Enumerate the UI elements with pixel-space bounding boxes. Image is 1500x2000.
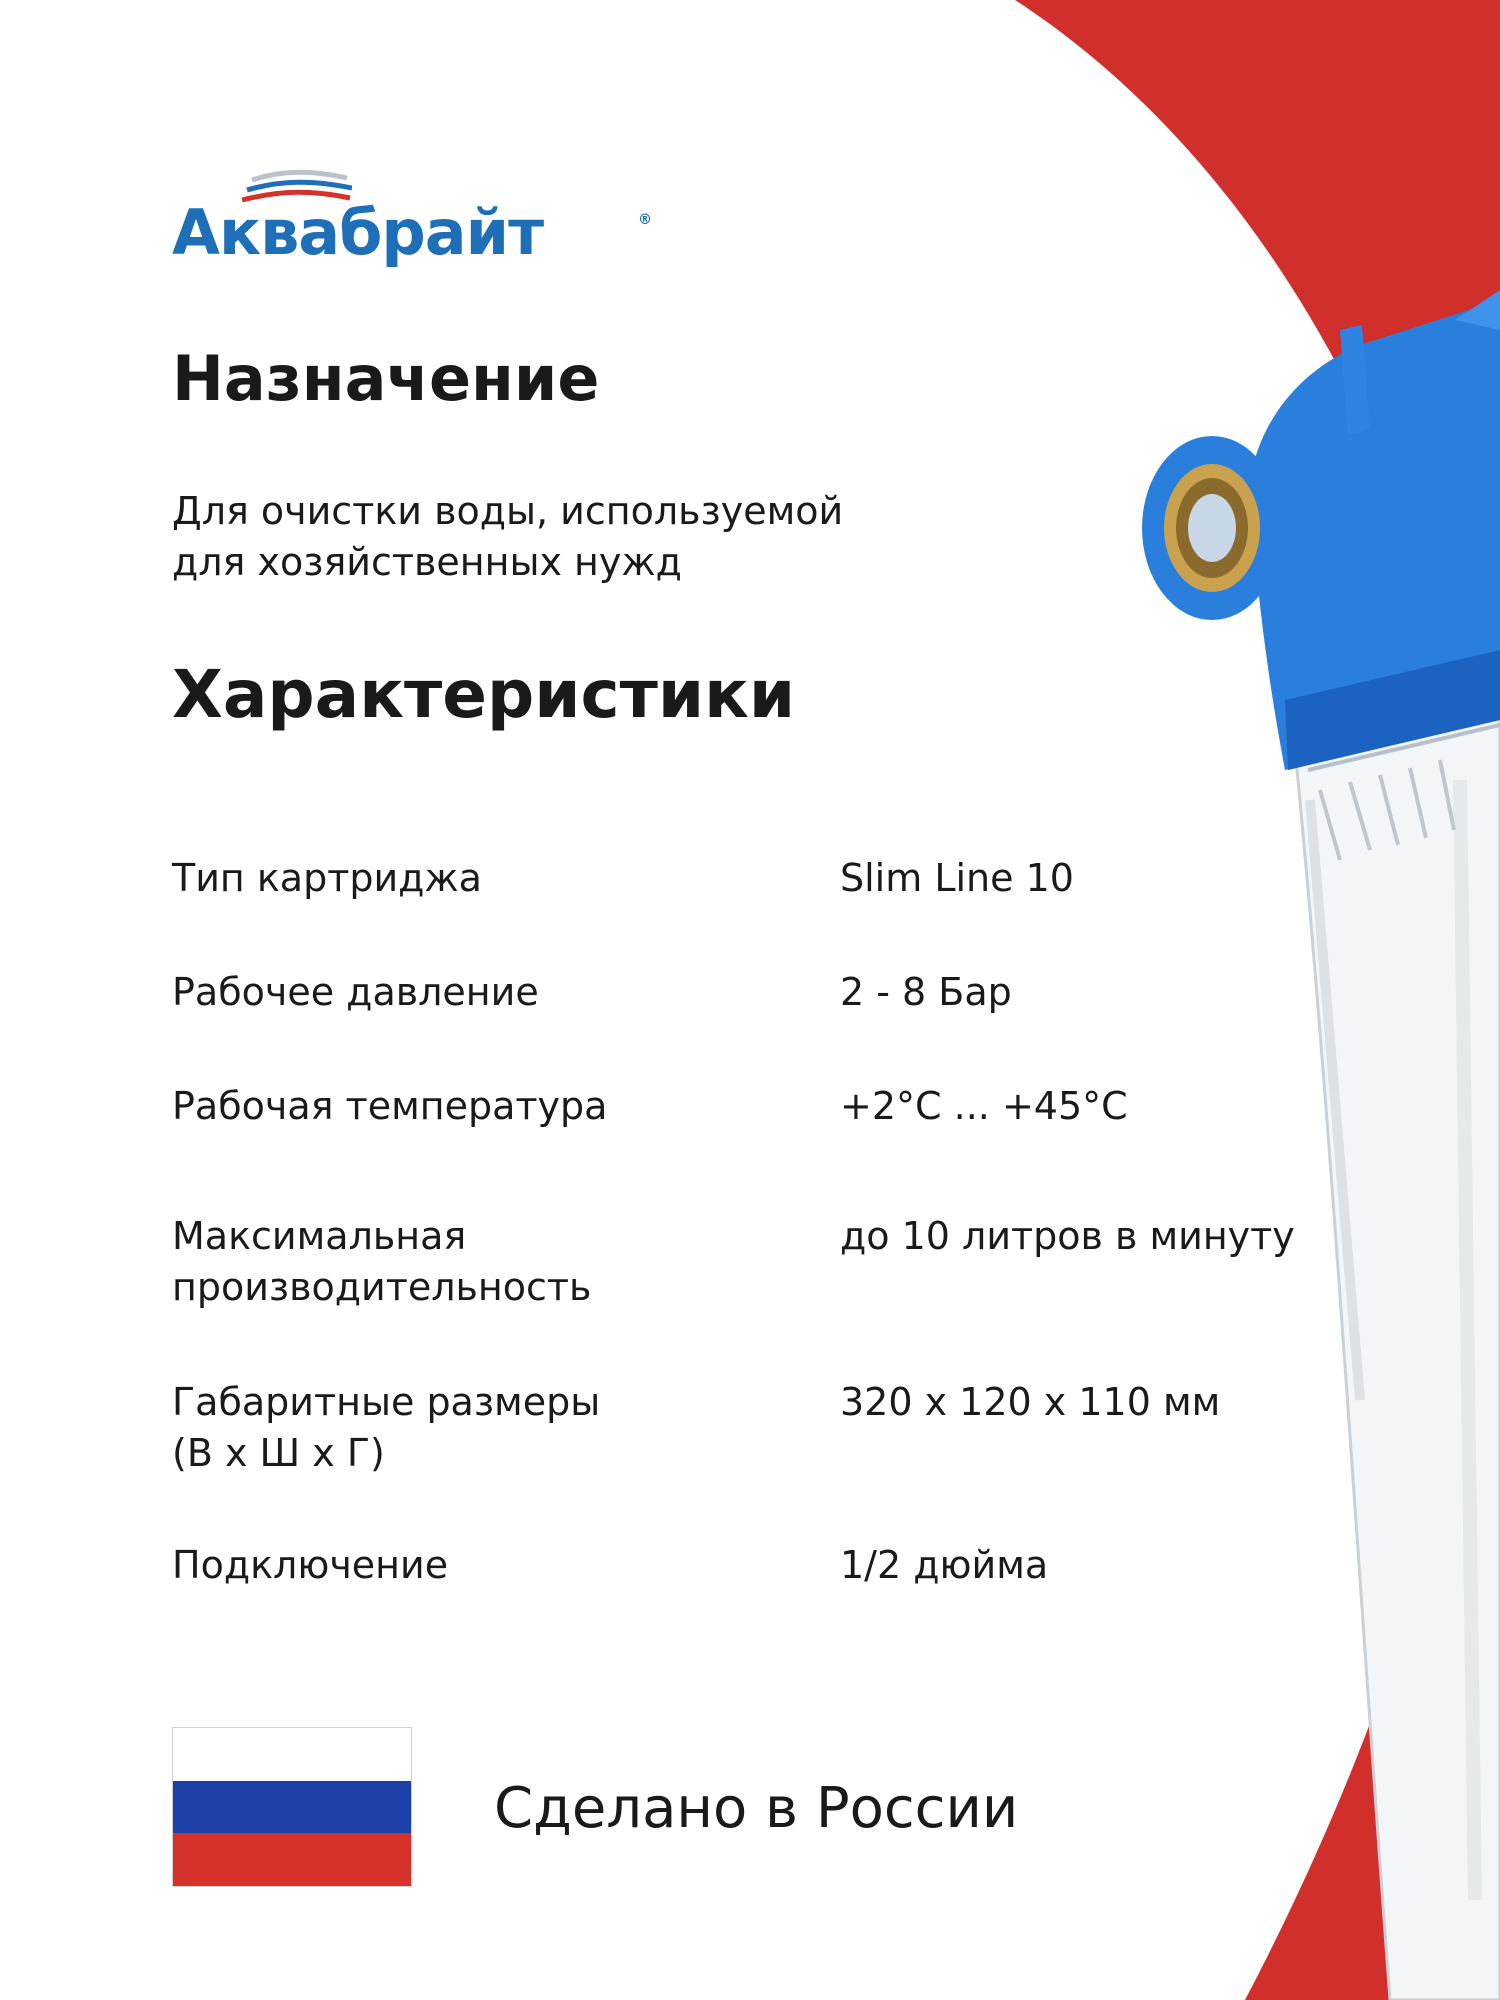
- registered-mark: ®: [638, 212, 652, 228]
- specs-title: Характеристики: [172, 656, 796, 733]
- spec-label-pressure: [172, 967, 792, 1018]
- spec-label-line: Рабочая температура: [172, 1084, 608, 1128]
- brand-name: Аквабрайт: [172, 196, 544, 269]
- spec-label-connection: [172, 1540, 792, 1591]
- purpose-description: [172, 486, 992, 588]
- spec-label-line: Рабочее давление: [172, 970, 539, 1014]
- spec-label-line: Максимальная: [172, 1214, 467, 1258]
- spec-label-line: (В х Ш х Г): [172, 1431, 385, 1475]
- flag-stripe-red: [173, 1833, 411, 1886]
- spec-value-throughput: до 10 литров в минуту: [840, 1214, 1295, 1258]
- spec-value-cartridge: Slim Line 10: [840, 856, 1074, 900]
- spec-label-cartridge: [172, 853, 792, 904]
- spec-label-line: Подключение: [172, 1543, 449, 1587]
- purpose-line: для хозяйственных нужд: [172, 540, 682, 584]
- spec-label-temperature: [172, 1081, 792, 1132]
- spec-label-dimensions: [172, 1377, 792, 1479]
- purpose-line: Для очистки воды, используемой: [172, 489, 844, 533]
- spec-value-pressure: 2 - 8 Бар: [840, 970, 1012, 1014]
- spec-value-dimensions: 320 х 120 х 110 мм: [840, 1380, 1221, 1424]
- spec-label-line: Габаритные размеры: [172, 1380, 601, 1424]
- brand-logo: [172, 168, 662, 278]
- russian-flag-icon: [172, 1727, 412, 1887]
- purpose-title: Назначение: [172, 342, 600, 415]
- spec-value-temperature: +2°C ... +45°C: [840, 1084, 1128, 1128]
- flag-stripe-blue: [173, 1781, 411, 1834]
- filter-product-image: [1142, 290, 1500, 2000]
- made-in-russia-text: Сделано в России: [494, 1776, 1019, 1841]
- spec-label-throughput: [172, 1211, 792, 1313]
- flag-stripe-white: [173, 1728, 411, 1781]
- spec-label-line: производительность: [172, 1265, 592, 1309]
- spec-label-line: Тип картриджа: [172, 856, 482, 900]
- spec-value-connection: 1/2 дюйма: [840, 1543, 1049, 1587]
